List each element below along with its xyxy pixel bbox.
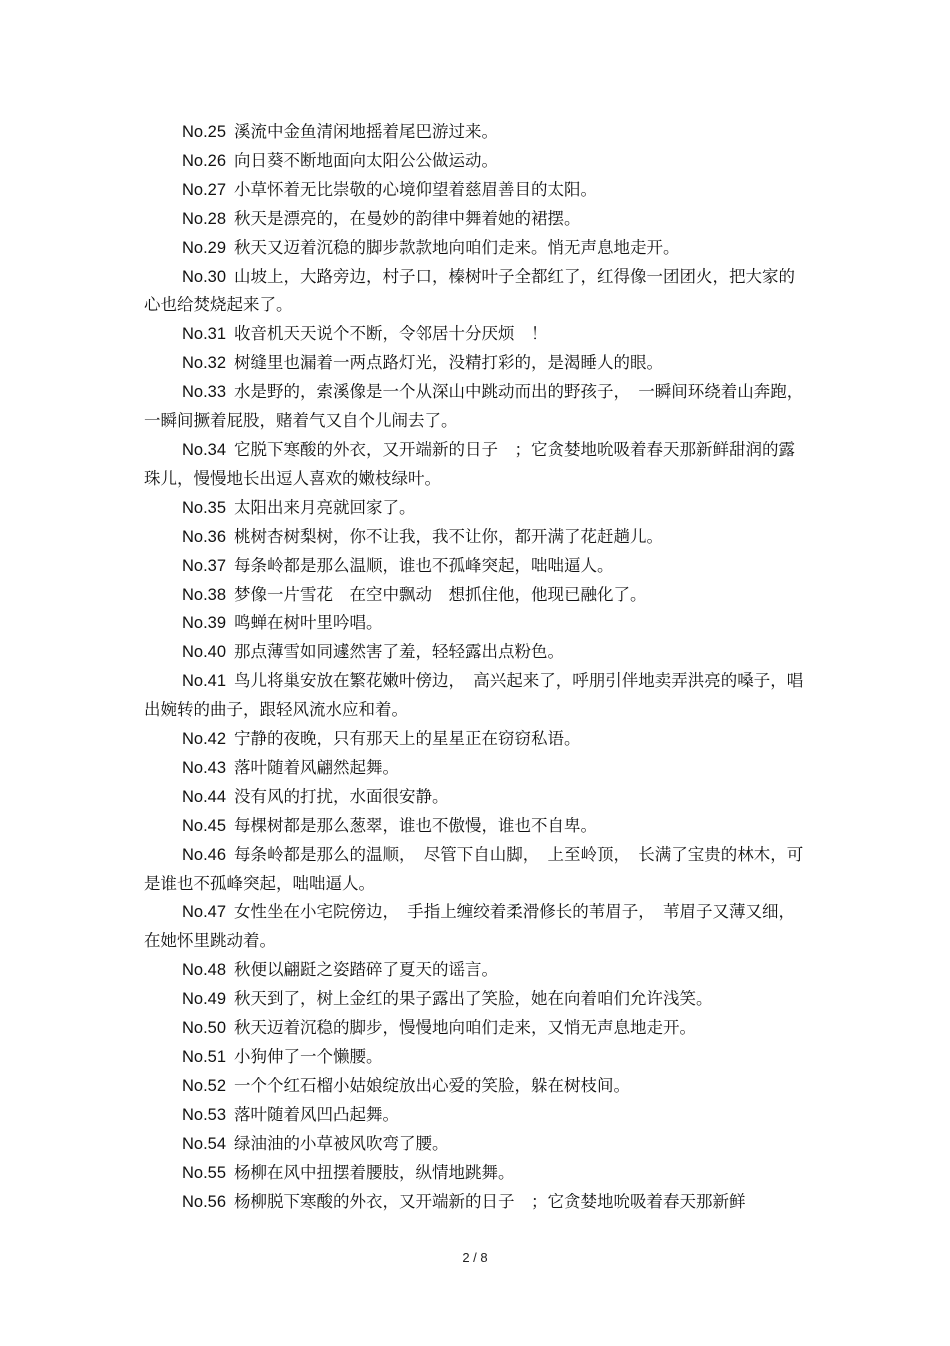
list-item [144,436,804,494]
entry-text: 秋天到了，树上金红的果子露出了笑脸，她在向着咱们允许浅笑。 [234,989,713,1009]
entry-number: No.28 [182,209,227,228]
list-item [144,494,804,523]
entry-text: 溪流中金鱼清闲地摇着尾巴游过来。 [234,122,499,141]
list-item [144,638,804,667]
list-item [144,320,804,349]
entry-text: 秋天又迈着沉稳的脚步款款地向咱们走来。悄无声息地走开。 [234,237,680,257]
list-item [144,898,804,956]
entry-text: 落叶随着风凹凸起舞。 [234,1104,400,1124]
entry-number: No.31 [182,325,227,344]
entry-text: 杨柳在风中扭摆着腰肢，纵情地跳舞。 [234,1162,515,1182]
entry-text: 没有风的打扰，水面很安静。 [234,786,449,806]
list-item [144,205,804,234]
list-item [144,349,804,378]
entry-text: 小狗伸了一个懒腰。 [234,1047,383,1066]
entry-number: No.35 [182,498,227,517]
entry-number: No.48 [182,961,227,980]
entry-number: No.42 [182,730,227,749]
page-number: 2 / 8 [462,1250,488,1265]
entry-number: No.40 [182,643,227,662]
entry-number: No.30 [182,267,227,286]
list-item [144,1014,804,1043]
list-item [144,609,804,638]
document-body [144,118,804,1216]
list-item [144,956,804,985]
entry-number: No.37 [182,556,227,575]
entry-text: 树缝里也漏着一两点路灯光，没精打彩的，是渴睡人的眼。 [234,353,664,373]
entry-number: No.32 [182,354,227,373]
entry-text: 向日葵不断地面向太阳公公做运动。 [234,150,499,170]
entry-number: No.52 [182,1076,227,1095]
entry-number: No.44 [182,787,227,806]
entry-text: 鸣蝉在树叶里吟唱。 [234,613,383,633]
entry-number: No.51 [182,1048,227,1066]
entry-text: 一个个红石榴小姑娘绽放出心爱的笑脸，躲在树枝间。 [234,1075,631,1095]
entry-text: 桃树杏树梨树，你不让我，我不让你，都开满了花赶趟儿。 [234,526,664,546]
list-item [144,552,804,581]
list-item [144,1072,804,1101]
list-item [144,754,804,783]
list-item [144,523,804,552]
entry-text: 女性坐在小宅院傍边， 手指上缠绞着柔滑修长的苇眉子， 苇眉子又薄又细，在她怀里跳动着。 [144,902,796,951]
entry-text: 宁静的夜晚，只有那天上的星星正在窃窃私语。 [234,729,581,749]
list-item [144,1188,804,1217]
entry-number: No.34 [182,440,227,459]
entry-text: 落叶随着风翩然起舞。 [234,757,400,777]
list-item [144,841,804,899]
entry-number: No.41 [182,672,227,691]
list-item [144,667,804,725]
list-item [144,985,804,1014]
list-item [144,378,804,436]
entry-number: No.26 [182,151,227,170]
entry-text: 秋天迈着沉稳的脚步，慢慢地向咱们走来，又悄无声息地走开。 [234,1018,697,1038]
entry-number: No.55 [182,1163,227,1182]
entry-number: No.29 [182,238,227,257]
list-item [144,118,804,147]
entry-number: No.45 [182,816,227,835]
entry-text: 山坡上，大路旁边，村子口，榛树叶子全都红了，红得像一团团火，把大家的心也给焚烧起来了。 [144,266,796,315]
list-item [144,1043,804,1072]
entry-text: 每条岭都是那么温顺，谁也不孤峰突起，咄咄逼人。 [234,555,614,575]
entry-text: 收音机天天说个不断，令邻居十分厌烦 ！ [234,324,548,344]
list-item [144,725,804,754]
entry-text: 梦像一片雪花 在空中飘动 想抓住他，他现已融化了。 [234,584,647,604]
list-item [144,1130,804,1159]
entry-number: No.54 [182,1134,227,1153]
list-item [144,1101,804,1130]
entry-text: 秋便以翩跹之姿踏碎了夏天的谣言。 [234,960,499,980]
entry-number: No.46 [182,845,227,864]
entry-number: No.56 [182,1192,227,1211]
entry-text: 每条岭都是那么的温顺， 尽管下自山脚， 上至岭顶， 长满了宝贵的林木，可是谁也不孤峰突起，咄咄逼人。 [144,844,804,893]
entry-number: No.49 [182,990,227,1009]
entry-number: No.25 [182,123,227,141]
entry-number: No.50 [182,1019,227,1038]
entry-text: 那点薄雪如同遽然害了羞，轻轻露出点粉色。 [234,642,565,662]
entry-text: 它脱下寒酸的外衣，又开端新的日子 ；它贪婪地吮吸着春天那新鲜甜润的露珠儿，慢慢地长出逗人喜欢的嫩枝绿叶。 [144,439,796,488]
entry-text: 每棵树都是那么葱翠，谁也不傲慢，谁也不自卑。 [234,815,598,835]
entry-number: No.36 [182,527,227,546]
entry-text: 秋天是漂亮的，在曼妙的韵律中舞着她的裙摆。 [234,208,581,228]
list-item [144,581,804,610]
entry-text: 小草怀着无比崇敬的心境仰望着慈眉善目的太阳。 [234,179,598,199]
entry-text: 绿油油的小草被风吹弯了腰。 [234,1133,449,1153]
entry-text: 太阳出来月亮就回家了。 [234,497,416,517]
entry-text: 杨柳脱下寒酸的外衣，又开端新的日子 ；它贪婪地吮吸着春天那新鲜 [234,1191,746,1211]
list-item [144,1159,804,1188]
entry-text: 水是野的，索溪像是一个从深山中跳动而出的野孩子， 一瞬间环绕着山奔跑，一瞬间撅着屁股，赌着气又自个儿闹去了。 [144,382,804,431]
list-item [144,812,804,841]
entry-number: No.38 [182,585,227,604]
list-item [144,263,804,321]
entry-number: No.43 [182,758,227,777]
entry-number: No.47 [182,903,227,922]
list-item [144,147,804,176]
list-item [144,234,804,263]
entry-number: No.53 [182,1105,227,1124]
entry-number: No.39 [182,614,227,633]
entry-number: No.33 [182,383,227,402]
list-item [144,176,804,205]
entry-text: 鸟儿将巢安放在繁花嫩叶傍边， 高兴起来了，呼朋引伴地卖弄洪亮的嗓子，唱出婉转的曲子，跟轻风流水应和着。 [144,671,804,720]
entry-number: No.27 [182,180,227,199]
list-item [144,783,804,812]
